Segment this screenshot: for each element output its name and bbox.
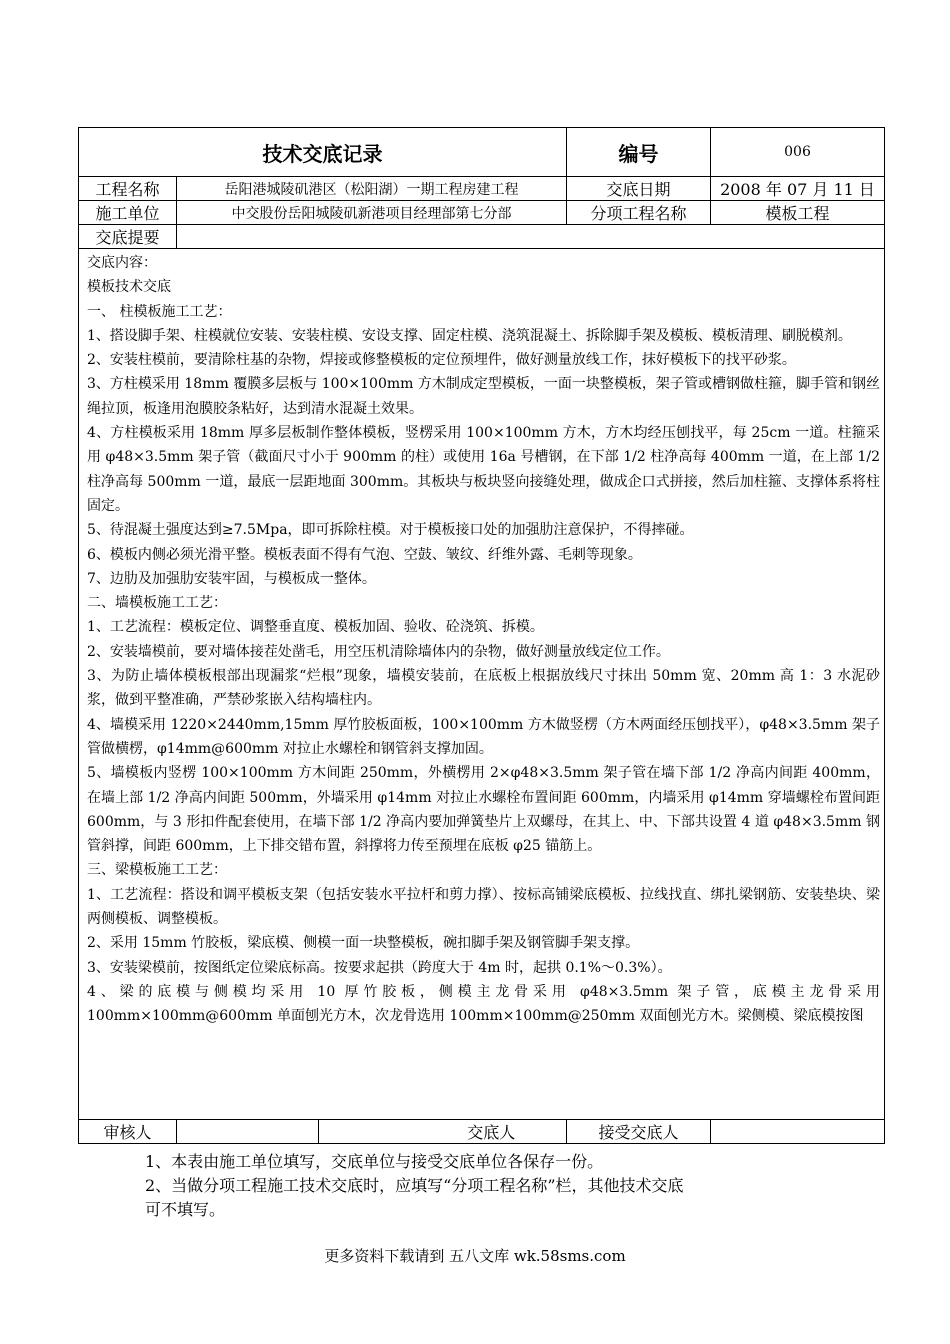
content-paragraph: 4、方柱模板采用 18mm 厚多层板制作整体模板，竖楞采用 100×100mm 方木，方木均经压刨找平，每 25cm 一道。柱箍采用 φ48×3.5mm 架子管（截面尺寸小于 900mm 的柱）或使用 16a 号槽钢，在下部 1/2 柱净高每 400mm 一道，在上部 1/2 柱净高每 500mm 一道，最底一层距地面 300mm。其板块与板块竖向接缝处理，做成企口式拼接，然后加柱箍、支撑体系将柱固定。 (87, 425, 880, 514)
date-label: 交底日期 (567, 177, 711, 201)
content-paragraph: 模板技术交底 (87, 279, 171, 296)
content-heading: 交底内容： (87, 255, 157, 271)
form-notes (145, 1150, 825, 1222)
record-table (78, 127, 885, 1144)
reviewer-label: 审核人 (79, 1120, 177, 1144)
project-name-value: 岳阳港城陵矶港区（松阳湖）一期工程房建工程 (177, 177, 567, 201)
content-paragraph: 三、梁模板施工工艺： (87, 862, 227, 879)
discloser-label: 交底人 (417, 1120, 567, 1144)
content-paragraph: 2、采用 15mm 竹胶板，梁底模、侧模一面一块整模板，碗扣脚手架及钢管脚手架支撑。 (87, 935, 640, 952)
content-paragraph: 1、搭设脚手架、柱模就位安装、安装柱模、安设支撑、固定柱模、浇筑混凝土、拆除脚手架及模板、模板清理、刷脱模剂。 (87, 327, 852, 344)
content-paragraph: 4、墙模采用 1220×2440mm,15mm 厚竹胶板面板，100×100mm 方木做竖楞（方木两面经压刨找平），φ48×3.5mm 架子管做横楞，φ14mm@600mm 对拉止水螺栓和钢管斜支撑加固。 (87, 716, 880, 757)
content-paragraph: 4、梁的底模与侧模均采用 10 厚竹胶板，侧模主龙骨采用 φ48×3.5mm 架子管，底模主龙骨采用 100mm×100mm@600mm 单面刨光方木，次龙骨选用 100mm×100mm@250mm 双面刨光方木。梁侧模、梁底模按图 (87, 983, 880, 1025)
content-paragraph: 5、待混凝土强度达到≥7.5Mpa，即可拆除柱模。对于模板接口处的加强肋注意保护，不得摔碰。 (87, 522, 694, 539)
disclosure-content (79, 249, 885, 1120)
number-value: 006 (711, 128, 885, 177)
date-value: 2008 年 07 月 11 日 (711, 177, 885, 201)
note-1: 1、本表由施工单位填写，交底单位与接受交底单位各保存一份。 (145, 1152, 604, 1171)
receiver-label: 接受交底人 (567, 1120, 711, 1144)
content-paragraph: 3、方柱模采用 18mm 覆膜多层板与 100×100mm 方木制成定型模板，一面一块整模板，架子管或槽钢做柱箍，脚手管和钢丝绳拉顶，板逢用泡膜胶条粘好，达到清水混凝土效果。 (87, 376, 880, 417)
content-paragraph: 一、 柱模板施工工艺： (87, 303, 232, 320)
content-paragraph: 5、墙模板内竖楞 100×100mm 方木间距 250mm，外横楞用 2×φ48×3.5mm 架子管在墙下部 1/2 净高内间距 400mm，在墙上部 1/2 净高内间距 500mm，外墙采用 φ14mm 对拉止水螺栓布置间距 600mm，内墙采用 φ14mm 穿墙螺栓布置间距 600mm，与 3 形扣件配套使用，在墙下部 1/2 净高内要加弹簧垫片上双螺母，在其上、中、下部共设置 4 道 φ48×3.5mm 钢管斜撑，间距 600mm，上下排交错布置，斜撑将力传至预埋在底板 φ25 锚筋上。 (87, 765, 880, 855)
receiver-value (711, 1120, 885, 1144)
unit-value: 中交股份岳阳城陵矶新港项目经理部第七分部 (177, 201, 567, 225)
content-paragraph: 2、安装墙模前，要对墙体接茬处凿毛，用空压机清除墙体内的杂物，做好测量放线定位工作。 (87, 643, 670, 660)
page-footer: 更多资料下载请到 五八文库 wk.58sms.com (324, 1247, 626, 1265)
content-paragraph: 二、墙模板施工工艺： (87, 595, 227, 612)
content-paragraph: 2、安装柱模前，要清除柱基的杂物，焊接或修整模板的定位预埋件，做好测量放线工作，抹好模板下的找平砂浆。 (87, 352, 796, 369)
summary-value (177, 225, 885, 249)
form-title: 技术交底记录 (79, 128, 567, 177)
sub-project-value: 模板工程 (711, 201, 885, 225)
summary-label: 交底提要 (79, 225, 177, 249)
content-paragraph: 3、安装梁模前，按图纸定位梁底标高。按要求起拱（跨度大于 4m 时，起拱 0.1%～0.3%）。 (87, 959, 672, 976)
unit-label: 施工单位 (79, 201, 177, 225)
content-paragraph: 3、为防止墙体模板根部出现漏浆“烂根”现象，墙模安装前，在底板上根据放线尺寸抹出 50mm 宽、20mm 高 1：3 水泥砂浆，做到平整准确，严禁砂浆嵌入结构墙柱内。 (87, 668, 880, 709)
content-paragraph: 1、工艺流程：模板定位、调整垂直度、模板加固、验收、砼浇筑、拆模。 (87, 619, 544, 636)
content-paragraph: 7、边肋及加强肋安装牢固，与模板成一整体。 (87, 570, 376, 587)
content-paragraph: 1、工艺流程：搭设和调平模板支架（包括安装水平拉杆和剪力撑）、按标高铺梁底模板、拉线找直、绑扎梁钢筋、安装垫块、梁两侧模板、调整模板。 (87, 886, 880, 928)
note-2: 2、当做分项工程施工技术交底时，应填写“分项工程名称”栏，其他技术交底 (145, 1176, 684, 1195)
sub-project-label: 分项工程名称 (567, 201, 711, 225)
technical-disclosure-form (78, 127, 884, 1144)
project-name-label: 工程名称 (79, 177, 177, 201)
content-paragraphs (87, 275, 880, 1028)
note-2-continued: 可不填写。 (145, 1200, 226, 1219)
number-label: 编号 (567, 128, 711, 177)
reviewer-value (177, 1120, 319, 1144)
content-paragraph: 6、模板内侧必须光滑平整。模板表面不得有气泡、空鼓、皱纹、纤维外露、毛刺等现象。 (87, 546, 642, 563)
